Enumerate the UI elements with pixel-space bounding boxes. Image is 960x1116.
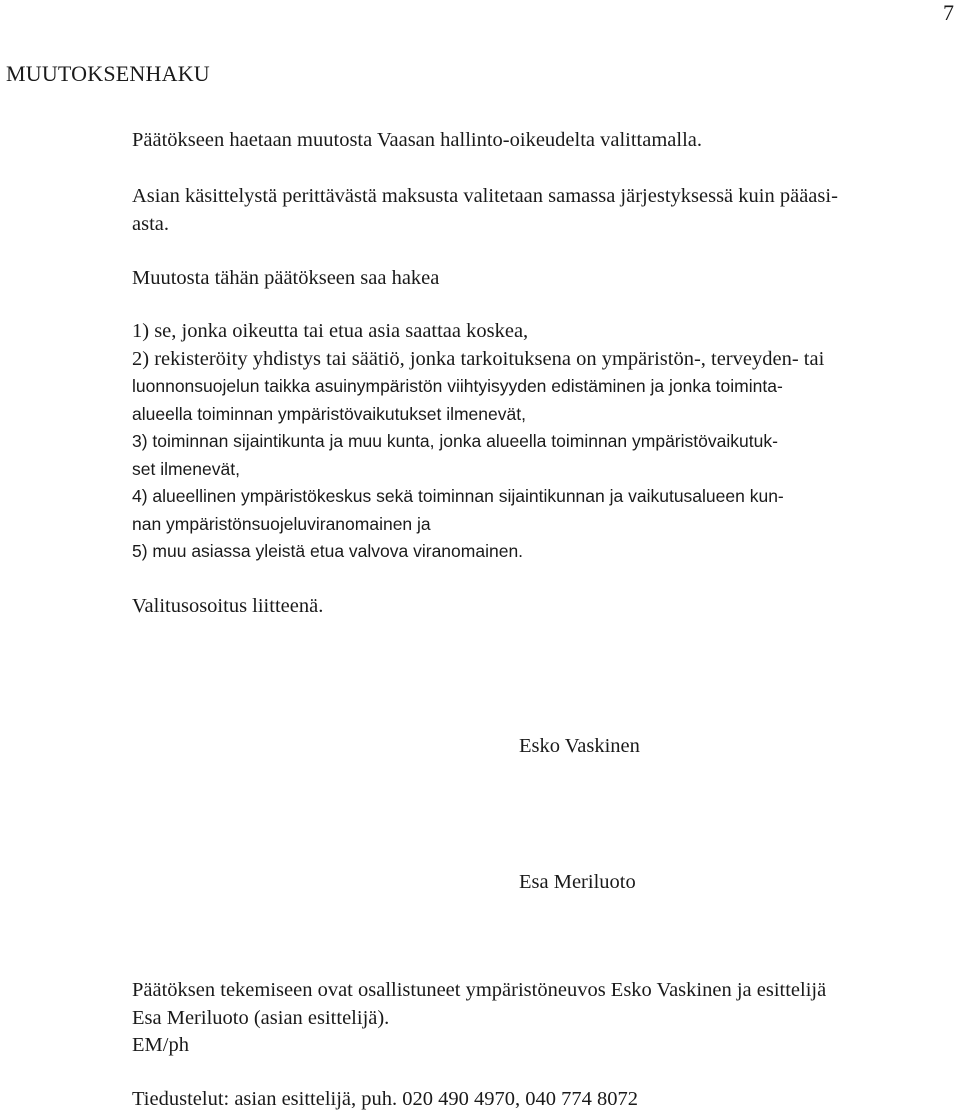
appeal-list-item: 5) muu asiassa yleistä etua valvova viranomainen. <box>132 541 524 561</box>
attachment-note-text: Valitusosoitus liitteenä. <box>132 595 324 617</box>
appeal-instruction <box>132 127 958 155</box>
who-may-appeal-intro-text: Muutosta tähän päätökseen saa hakea <box>132 267 440 289</box>
signature-first: Esko Vaskinen <box>519 735 640 757</box>
contact-text: Tiedustelut: asian esittelijä, puh. 020 490 4970, 040 774 8072 <box>132 1088 639 1110</box>
decision-makers-paragraph <box>132 977 958 1060</box>
appeal-list-item: 4) alueellinen ympäristökeskus sekä toiminnan sijaintikunnan ja vaikutusalueen kun- <box>132 486 784 506</box>
appeal-list-item: luonnonsuojelun taikka asuinympäristön viihtyisyyden edistäminen ja jonka toiminta- <box>132 376 783 396</box>
fee-appeal-paragraph <box>132 183 958 238</box>
signature-second: Esa Meriluoto <box>519 871 636 893</box>
appeal-list-item: 3) toiminnan sijaintikunta ja muu kunta, jonka alueella toiminnan ympäristövaikutuk- <box>132 431 778 451</box>
appeal-list-item: nan ympäristönsuojeluviranomainen ja <box>132 513 431 534</box>
decision-makers-line-1: Päätöksen tekemiseen ovat osallistuneet ympäristöneuvos Esko Vaskinen ja esittelijä <box>132 979 827 1001</box>
contact-line <box>132 1086 958 1114</box>
appeal-list-item: alueella toiminnan ympäristövaikutukset ilmenevät, <box>132 403 526 424</box>
initials: EM/ph <box>132 1034 189 1056</box>
who-may-appeal-intro <box>132 265 958 293</box>
section-heading: MUUTOKSENHAKU <box>6 61 210 86</box>
attachment-note <box>132 593 958 621</box>
fee-appeal-line-2: asta. <box>132 212 169 235</box>
appeal-list <box>132 318 958 566</box>
appeal-instruction-text: Päätökseen haetaan muutosta Vaasan hallinto-oikeudelta valittamalla. <box>132 129 703 151</box>
appeal-list-item: set ilmenevät, <box>132 458 240 479</box>
page-number: 7 <box>943 0 954 25</box>
appeal-list-item: 1) se, jonka oikeutta tai etua asia saattaa koskea, <box>132 320 529 342</box>
decision-makers-line-2: Esa Meriluoto (asian esittelijä). <box>132 1006 390 1029</box>
appeal-list-item: 2) rekisteröity yhdistys tai säätiö, jonka tarkoituksena on ympäristön-, terveyden- tai <box>132 347 825 370</box>
fee-appeal-line-1: Asian käsittelystä perittävästä maksusta valitetaan samassa järjestyksessä kuin pääasi- <box>132 185 838 207</box>
